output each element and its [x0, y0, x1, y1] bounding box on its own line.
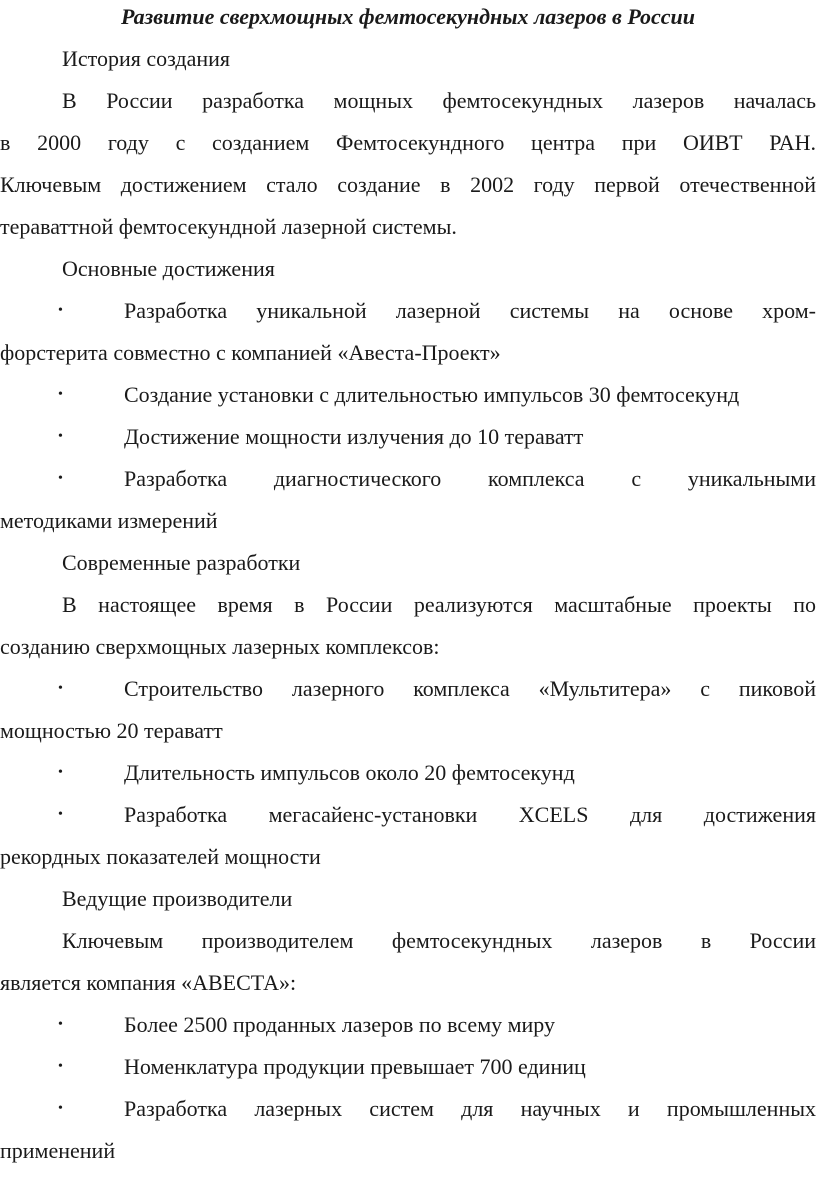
- list-item-text: Создание установки с длительностью импульсов 30 фемтосекунд: [124, 382, 740, 407]
- paragraph-line: Ключевым производителем фемтосекундных лазеров в России: [62, 928, 816, 953]
- list-item-text: Строительство лазерного комплекса «Мультитера» с пиковой: [124, 676, 816, 701]
- section-heading-achievements: Основные достижения: [62, 256, 275, 281]
- paragraph-line: созданию сверхмощных лазерных комплексов:: [0, 634, 440, 659]
- paragraph-line: тераваттной фемтосекундной лазерной системы.: [0, 214, 457, 239]
- list-item-text: Разработка уникальной лазерной системы на основе хром-: [124, 298, 816, 323]
- list-item-text: Разработка лазерных систем для научных и промышленных: [124, 1096, 816, 1121]
- bullet-icon: •: [58, 471, 63, 486]
- list-item-continuation: методиками измерений: [0, 508, 218, 533]
- list-item-continuation: применений: [0, 1138, 116, 1163]
- list-item-continuation: мощностью 20 тераватт: [0, 718, 223, 743]
- list-item-text: Разработка мегасайенс-установки XCELS для достижения: [124, 802, 816, 827]
- bullet-icon: •: [58, 303, 63, 318]
- paragraph-line: Ключевым достижением стало создание в 2002 году первой отечественной: [0, 172, 816, 197]
- paragraph-line: в 2000 году с созданием Фемтосекундного центра при ОИВТ РАН.: [0, 130, 816, 155]
- document-title: Развитие сверхмощных фемтосекундных лазеров в России: [121, 4, 695, 29]
- bullet-icon: •: [58, 1017, 63, 1032]
- paragraph-line: В настоящее время в России реализуются масштабные проекты по: [62, 592, 816, 617]
- section-heading-modern: Современные разработки: [62, 550, 301, 575]
- bullet-icon: •: [58, 429, 63, 444]
- list-item-text: Номенклатура продукции превышает 700 единиц: [124, 1054, 586, 1079]
- paragraph-line: является компания «АВЕСТА»:: [0, 970, 297, 995]
- paragraph-line: В России разработка мощных фемтосекундных лазеров началась: [62, 88, 816, 113]
- list-item-text: Достижение мощности излучения до 10 тераватт: [124, 424, 584, 449]
- list-item-continuation: рекордных показателей мощности: [0, 844, 321, 869]
- bullet-icon: •: [58, 807, 63, 822]
- list-item-continuation: форстерита совместно с компанией «Авеста-Проект»: [0, 340, 501, 365]
- list-item-text: Длительность импульсов около 20 фемтосекунд: [124, 760, 575, 785]
- bullet-icon: •: [58, 387, 63, 402]
- section-heading-manufacturers: Ведущие производители: [62, 886, 293, 911]
- list-item-text: Более 2500 проданных лазеров по всему миру: [124, 1012, 556, 1037]
- bullet-icon: •: [58, 1101, 63, 1116]
- bullet-icon: •: [58, 765, 63, 780]
- list-item-text: Разработка диагностического комплекса с уникальными: [124, 466, 816, 491]
- bullet-icon: •: [58, 1059, 63, 1074]
- section-heading-history: История создания: [62, 46, 231, 71]
- bullet-icon: •: [58, 681, 63, 696]
